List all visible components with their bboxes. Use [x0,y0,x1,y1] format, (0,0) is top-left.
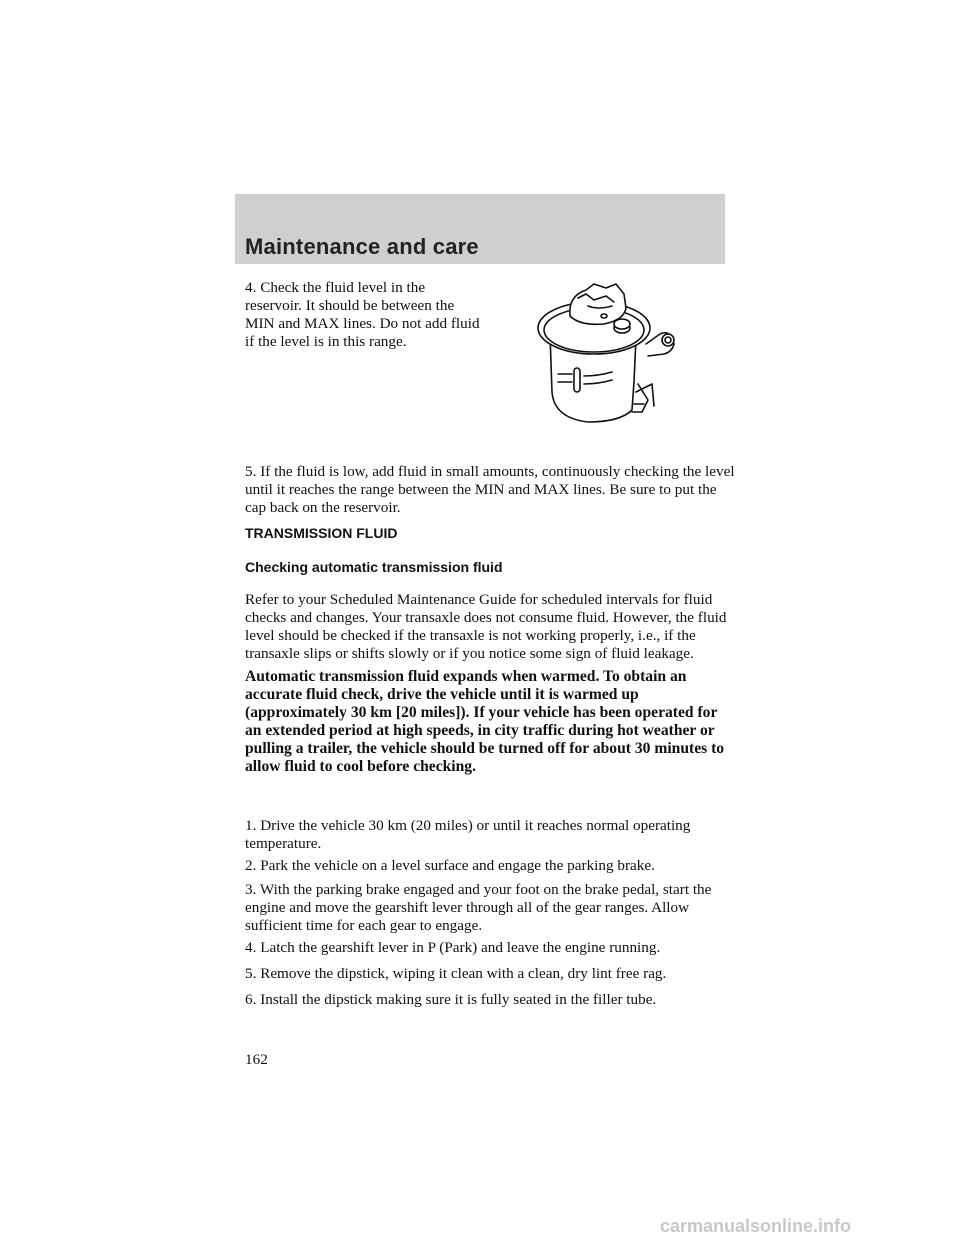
transmission-subheading: Checking automatic transmission fluid [245,559,503,575]
reservoir-step-4: 4. Check the fluid level in the reservoir. It should be between the MIN and MAX lines. Do not add fluid if the level is in this range. [245,279,480,350]
transmission-step-1: 1. Drive the vehicle 30 km (20 miles) or until it reaches normal operating temperature. [245,817,691,852]
reservoir-step-5: 5. If the fluid is low, add fluid in small amounts, continuously checking the level until it reaches the range between the MIN and MAX lines. Be sure to put the cap back on the reservoir. [245,463,735,516]
transmission-step-5: 5. Remove the dipstick, wiping it clean with a clean, dry lint free rag. [245,965,667,982]
transmission-step-4: 4. Latch the gearshift lever in P (Park) and leave the engine running. [245,939,661,956]
transmission-step-6: 6. Install the dipstick making sure it is fully seated in the filler tube. [245,991,657,1008]
page-number: 162 [245,1051,268,1068]
transmission-step-2: 2. Park the vehicle on a level surface and engage the parking brake. [245,857,655,874]
transmission-intro: Refer to your Scheduled Maintenance Guide for scheduled intervals for fluid checks and changes. Your transaxle does not consume fluid. However, the fluid level should be checked if the transaxle is not working properly, i.e., if the transaxle slips or shifts slowly or if you notice some sign of fluid leakage. [245,591,727,662]
transmission-heading: TRANSMISSION FLUID [245,525,398,541]
transmission-step-3: 3. With the parking brake engaged and your foot on the brake pedal, start the engine and move the gearshift lever through all of the gear ranges. Allow sufficient time for each gear to engage. [245,881,712,934]
watermark: carmanualsonline.info [660,1216,852,1236]
fluid-reservoir-illustration-icon [528,272,698,440]
transmission-warning: Automatic transmission fluid expands when warmed. To obtain an accurate fluid check, drive the vehicle until it is warmed up (approximately 30 km [20 miles]). If your vehicle has been operated for an extended period at high speeds, in city traffic during hot weather or pulling a trailer, the vehicle should be turned off for about 30 minutes to allow fluid to cool before checking. [245,668,725,775]
section-title: Maintenance and care [245,234,479,259]
